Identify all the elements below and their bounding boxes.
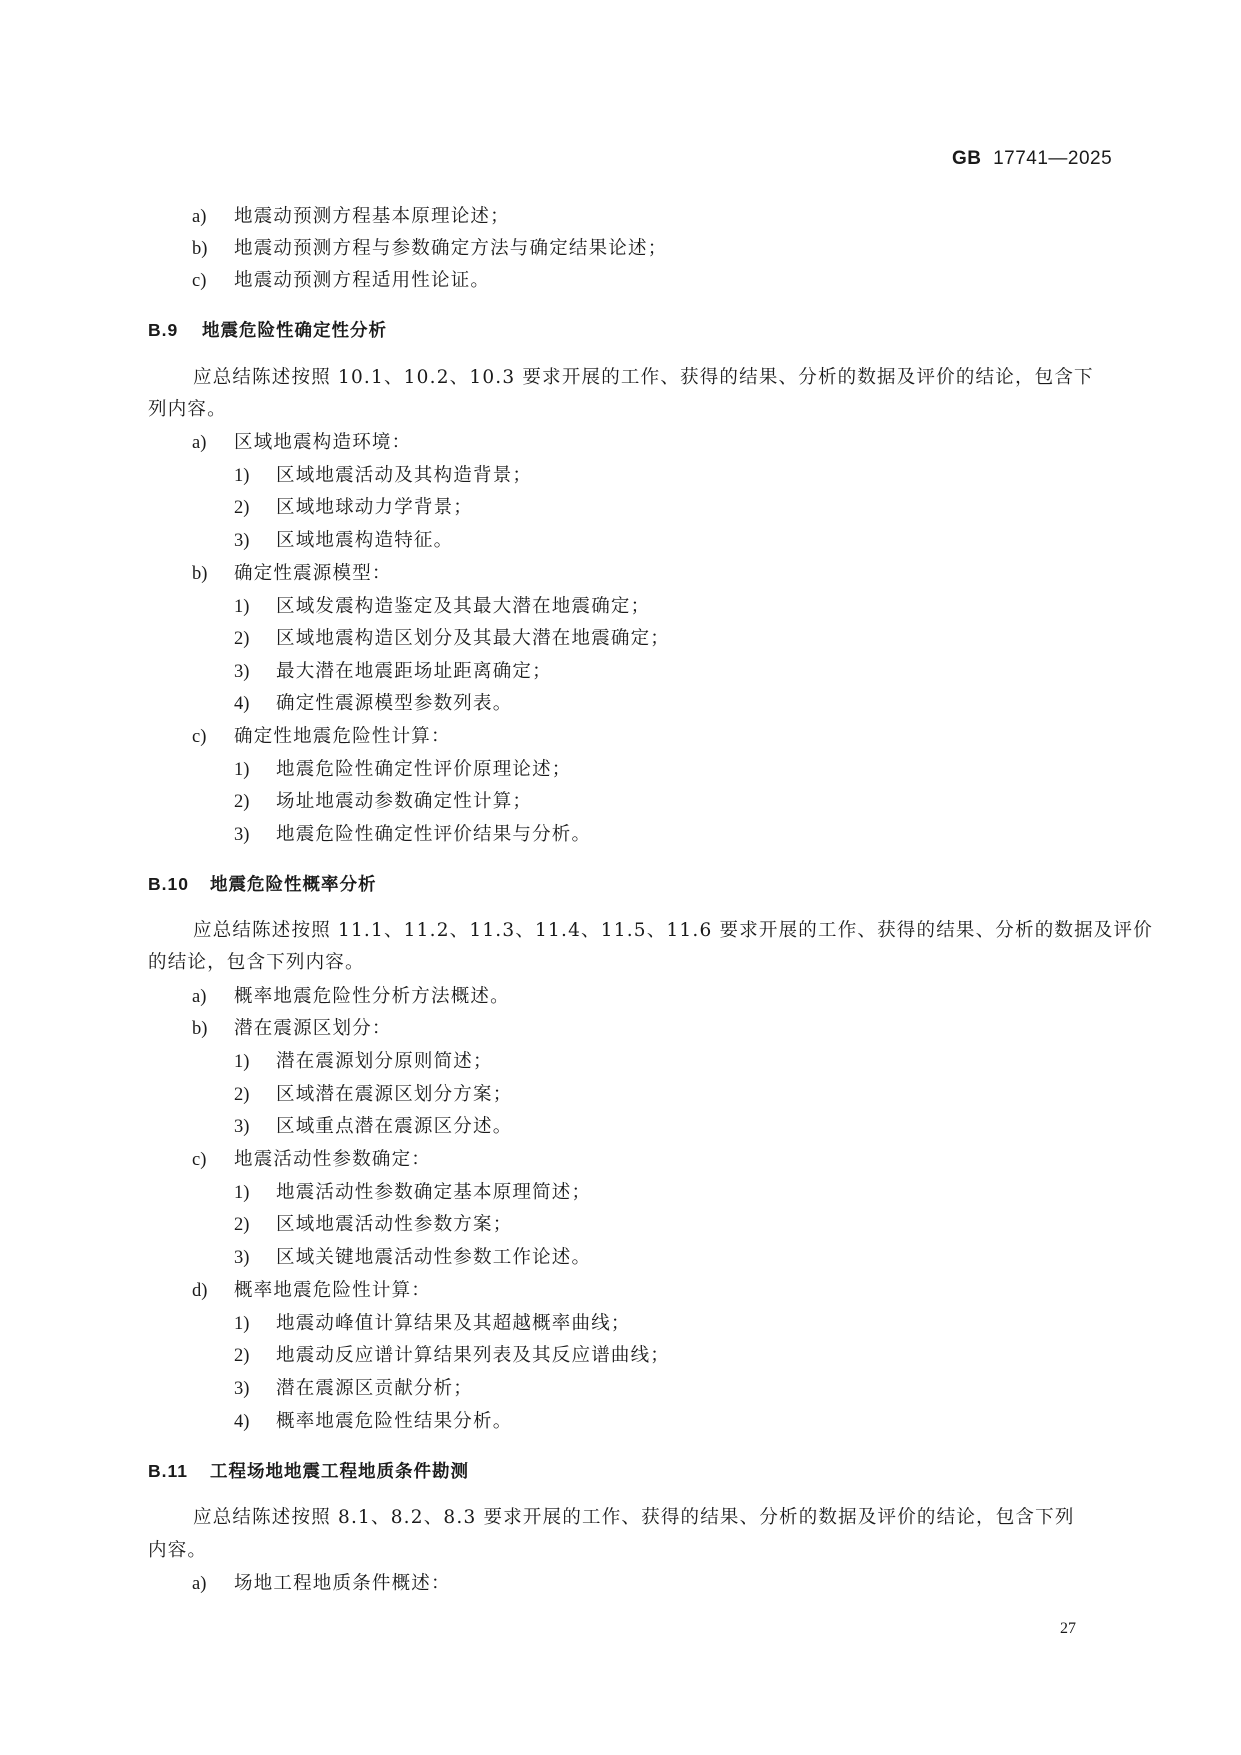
sub-list-item: 2) 场址地震动参数确定性计算； bbox=[234, 791, 533, 812]
list-item: d) 概率地震危险性计算： bbox=[192, 1280, 432, 1301]
paragraph-continued: 列内容。 bbox=[148, 399, 227, 420]
sub-list-item: 4) 确定性震源模型参数列表。 bbox=[234, 693, 513, 714]
sub-list-item: 3) 区域重点潜在震源区分述。 bbox=[234, 1116, 513, 1137]
sub-list-item: 3) 地震危险性确定性评价结果与分析。 bbox=[234, 824, 592, 845]
section-heading-b10: B.10 地震危险性概率分析 bbox=[148, 874, 377, 895]
list-item: c) 地震动预测方程适用性论证。 bbox=[192, 270, 491, 291]
list-item: c) 确定性地震危险性计算： bbox=[192, 726, 451, 747]
list-item: a) 地震动预测方程基本原理论述； bbox=[192, 206, 510, 227]
sub-list-item: 3) 区域地震构造特征。 bbox=[234, 530, 454, 551]
sub-list-item: 4) 概率地震危险性结果分析。 bbox=[234, 1411, 513, 1432]
list-item: a) 场地工程地质条件概述： bbox=[192, 1573, 451, 1594]
paragraph: 应总结陈述按照 10.1、10.2、10.3 要求开展的工作、获得的结果、分析的数据及评价的结论，包含下 bbox=[193, 367, 1094, 388]
page-number: 27 bbox=[1060, 1620, 1076, 1637]
paragraph-continued: 的结论，包含下列内容。 bbox=[148, 952, 365, 973]
paragraph: 应总结陈述按照 11.1、11.2、11.3、11.4、11.5、11.6 要求开展的工作、获得的结果、分析的数据及评价 bbox=[193, 920, 1153, 941]
sub-list-item: 3) 最大潜在地震距场址距离确定； bbox=[234, 661, 552, 682]
sub-list-item: 2) 区域地震活动性参数方案； bbox=[234, 1214, 513, 1235]
sub-list-item: 1) 区域发震构造鉴定及其最大潜在地震确定； bbox=[234, 596, 651, 617]
list-item: a) 区域地震构造环境： bbox=[192, 432, 412, 453]
sub-list-item: 3) 区域关键地震活动性参数工作论述。 bbox=[234, 1247, 592, 1268]
list-item: b) 地震动预测方程与参数确定方法与确定结果论述； bbox=[192, 238, 668, 259]
list-item: a) 概率地震危险性分析方法概述。 bbox=[192, 986, 510, 1007]
paragraph-continued: 内容。 bbox=[148, 1540, 208, 1561]
section-heading-b11: B.11 工程场地地震工程地质条件勘测 bbox=[148, 1461, 469, 1482]
sub-list-item: 1) 地震动峰值计算结果及其超越概率曲线； bbox=[234, 1313, 631, 1334]
section-heading-b9: B.9 地震危险性确定性分析 bbox=[148, 320, 387, 341]
sub-list-item: 1) 地震危险性确定性评价原理论述； bbox=[234, 759, 572, 780]
sub-list-item: 1) 区域地震活动及其构造背景； bbox=[234, 465, 533, 486]
standard-number: 17741—2025 bbox=[993, 148, 1113, 169]
list-item: c) 地震活动性参数确定： bbox=[192, 1149, 432, 1170]
list-item: b) 确定性震源模型： bbox=[192, 563, 392, 584]
paragraph: 应总结陈述按照 8.1、8.2、8.3 要求开展的工作、获得的结果、分析的数据及评价的结论，包含下列 bbox=[193, 1507, 1075, 1528]
sub-list-item: 2) 地震动反应谱计算结果列表及其反应谱曲线； bbox=[234, 1345, 671, 1366]
list-item: b) 潜在震源区划分： bbox=[192, 1018, 392, 1039]
sub-list-item: 1) 地震活动性参数确定基本原理简述； bbox=[234, 1182, 592, 1203]
sub-list-item: 2) 区域潜在震源区划分方案； bbox=[234, 1084, 513, 1105]
standard-prefix: GB bbox=[952, 148, 982, 169]
sub-list-item: 1) 潜在震源划分原则简述； bbox=[234, 1051, 493, 1072]
standard-code-header bbox=[952, 148, 1112, 170]
sub-list-item: 2) 区域地震构造区划分及其最大潜在地震确定； bbox=[234, 628, 671, 649]
sub-list-item: 2) 区域地球动力学背景； bbox=[234, 497, 474, 518]
sub-list-item: 3) 潜在震源区贡献分析； bbox=[234, 1378, 474, 1399]
